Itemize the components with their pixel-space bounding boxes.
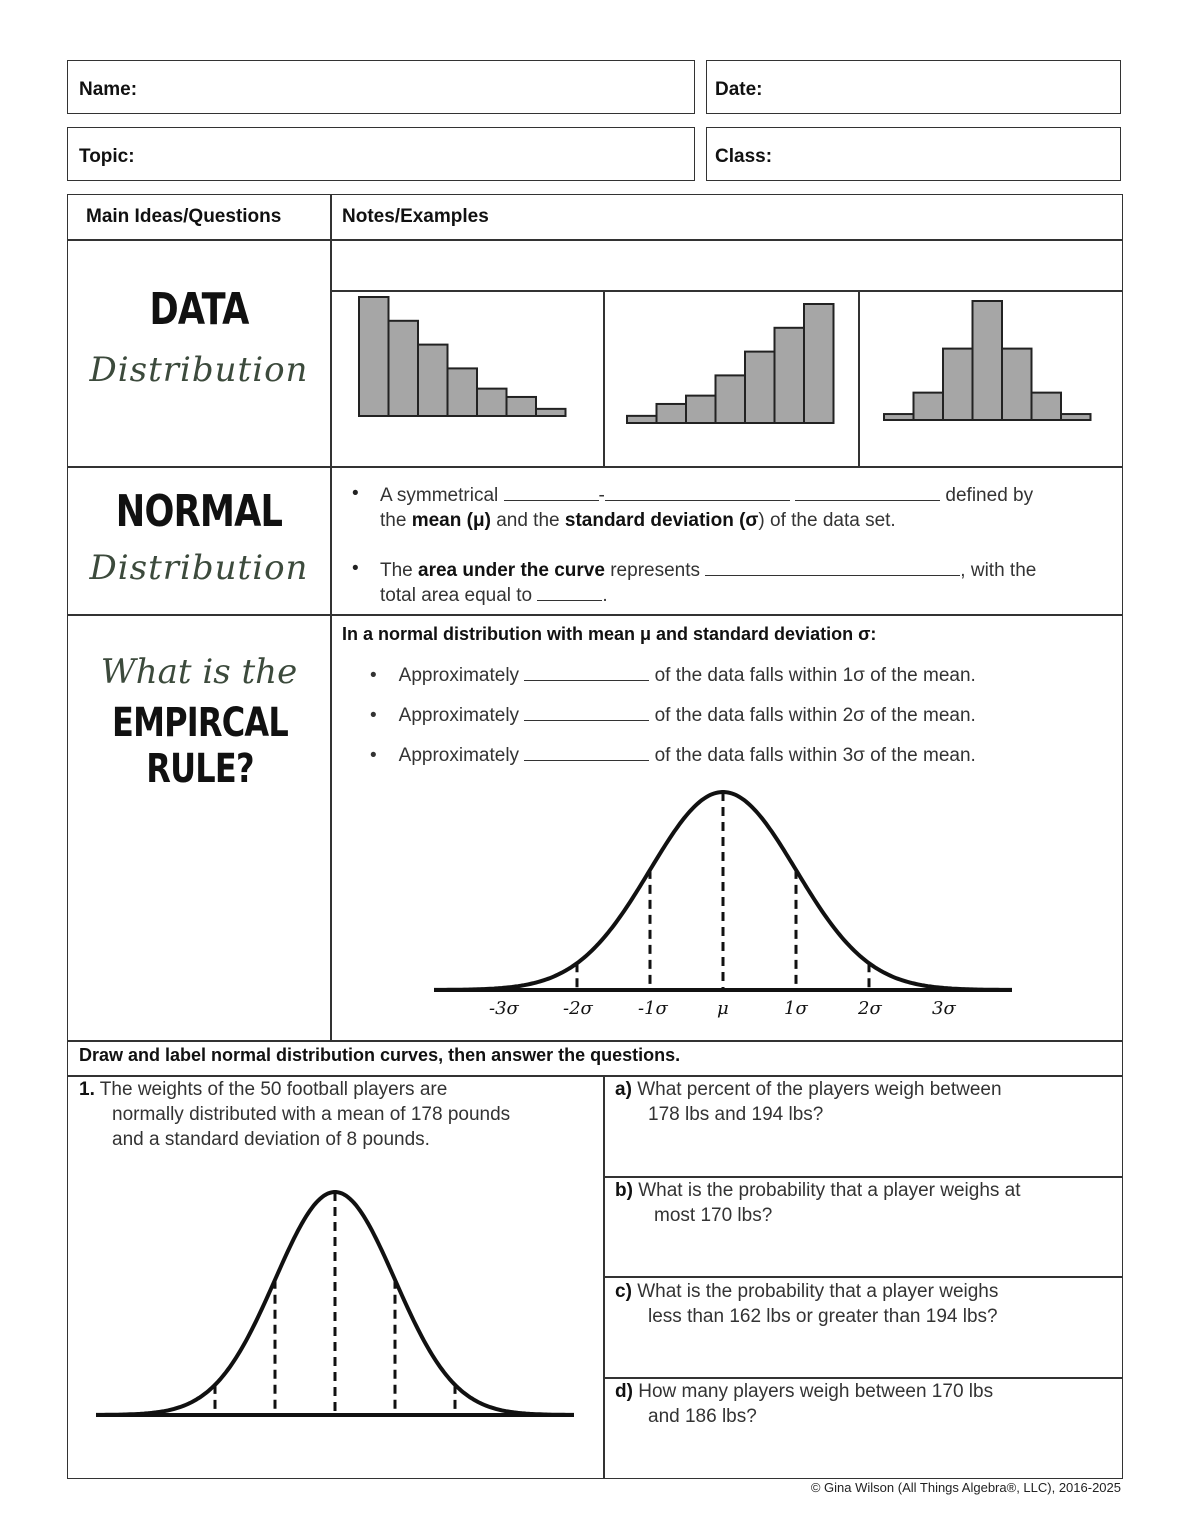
histogram-bar xyxy=(775,328,805,423)
axis-label-neg1: -1σ xyxy=(638,998,668,1019)
histogram-bar xyxy=(716,375,746,423)
practice-instruction: Draw and label normal distribution curves, then answer the questions. xyxy=(79,1045,681,1065)
empirical-item-3: • Approximately of the data falls within 3σ of the mean. xyxy=(370,745,976,766)
histogram-bar xyxy=(536,409,566,416)
topic-field[interactable] xyxy=(67,127,695,181)
axis-label-pos2: 2σ xyxy=(858,998,882,1019)
histogram-right-skewed xyxy=(331,291,603,466)
bullet-dot: • xyxy=(352,483,359,504)
histogram-bar xyxy=(804,304,834,423)
normal-bullet-2: The area under the curve represents , with the total area equal to . xyxy=(380,560,1037,606)
histogram-bar xyxy=(745,352,775,423)
histogram-bar xyxy=(914,393,944,420)
question-c: c) What is the probability that a player weighs less than 162 lbs or greater than 194 lbs? xyxy=(615,1281,999,1327)
name-field[interactable] xyxy=(67,60,695,114)
empirical-item-1: • Approximately of the data falls within 1σ of the mean. xyxy=(370,665,976,686)
question-a: a) What percent of the players weigh between 178 lbs and 194 lbs? xyxy=(615,1079,1002,1125)
main-ideas-header: Main Ideas/Questions xyxy=(86,206,282,227)
histogram-bar xyxy=(1061,414,1091,420)
class-label: Class: xyxy=(715,146,773,167)
notes-header: Notes/Examples xyxy=(342,206,489,227)
histogram-bar xyxy=(657,404,687,423)
histogram-bar xyxy=(477,389,507,416)
normal-subtitle: Distribution xyxy=(89,548,309,588)
normal-title: NORMAL xyxy=(115,486,283,537)
bullet-dot: • xyxy=(352,558,359,579)
empirical-intro: In a normal distribution with mean μ and standard deviation σ: xyxy=(342,624,877,644)
copyright-footer: © Gina Wilson (All Things Algebra®, LLC), 2016-2025 xyxy=(810,1480,1121,1495)
histogram-bar xyxy=(943,349,973,420)
histogram-left-skewed xyxy=(604,291,858,466)
class-field[interactable] xyxy=(706,127,1121,181)
row-divider xyxy=(67,239,1123,241)
problem-1: 1. The weights of the 50 football players are normally distributed with a mean of 178 pounds and a standard deviation of 8 pounds. xyxy=(79,1079,511,1150)
date-label: Date: xyxy=(715,79,763,100)
histogram-bar xyxy=(389,321,419,416)
topic-label: Topic: xyxy=(79,146,135,167)
name-label: Name: xyxy=(79,79,138,100)
axis-label-pos3: 3σ xyxy=(932,998,956,1019)
question-d: d) How many players weigh between 170 lbs and 186 lbs? xyxy=(615,1381,994,1427)
histogram-bar xyxy=(448,368,478,416)
histogram-bar xyxy=(507,397,537,416)
histogram-bar xyxy=(418,345,448,416)
row-divider xyxy=(67,1040,1123,1042)
question-b: b) What is the probability that a player weighs at most 170 lbs? xyxy=(615,1180,1021,1226)
axis-label-pos1: 1σ xyxy=(784,998,808,1019)
date-field[interactable] xyxy=(706,60,1121,114)
histogram-bar xyxy=(1002,349,1032,420)
empirical-script: What is the xyxy=(100,652,298,692)
histogram-bar xyxy=(1032,393,1062,420)
histogram-bar xyxy=(973,301,1003,420)
data-title: DATA xyxy=(149,284,249,335)
axis-label-neg3: -3σ xyxy=(489,998,519,1019)
axis-label-mu: μ xyxy=(717,998,729,1019)
question-divider xyxy=(603,1276,1123,1278)
row-divider xyxy=(67,614,1123,616)
histogram-bar xyxy=(627,416,657,423)
histogram-symmetric xyxy=(859,291,1122,466)
histogram-bar xyxy=(686,396,716,423)
histogram-bar xyxy=(884,414,914,420)
empirical-item-2: • Approximately of the data falls within 2σ of the mean. xyxy=(370,705,976,726)
data-subtitle: Distribution xyxy=(89,350,309,390)
empirical-title: EMPIRCAL RULE? xyxy=(112,700,288,792)
axis-label-neg2: -2σ xyxy=(563,998,593,1019)
normal-bullet-1: A symmetrical - defined by the mean (μ) and the standard deviation (σ) of the data set. xyxy=(380,485,1034,531)
row-divider xyxy=(67,466,1123,468)
histogram-bar xyxy=(359,297,389,416)
practice-bell-curve xyxy=(90,1180,585,1425)
empirical-bell-curve xyxy=(420,780,1030,1020)
